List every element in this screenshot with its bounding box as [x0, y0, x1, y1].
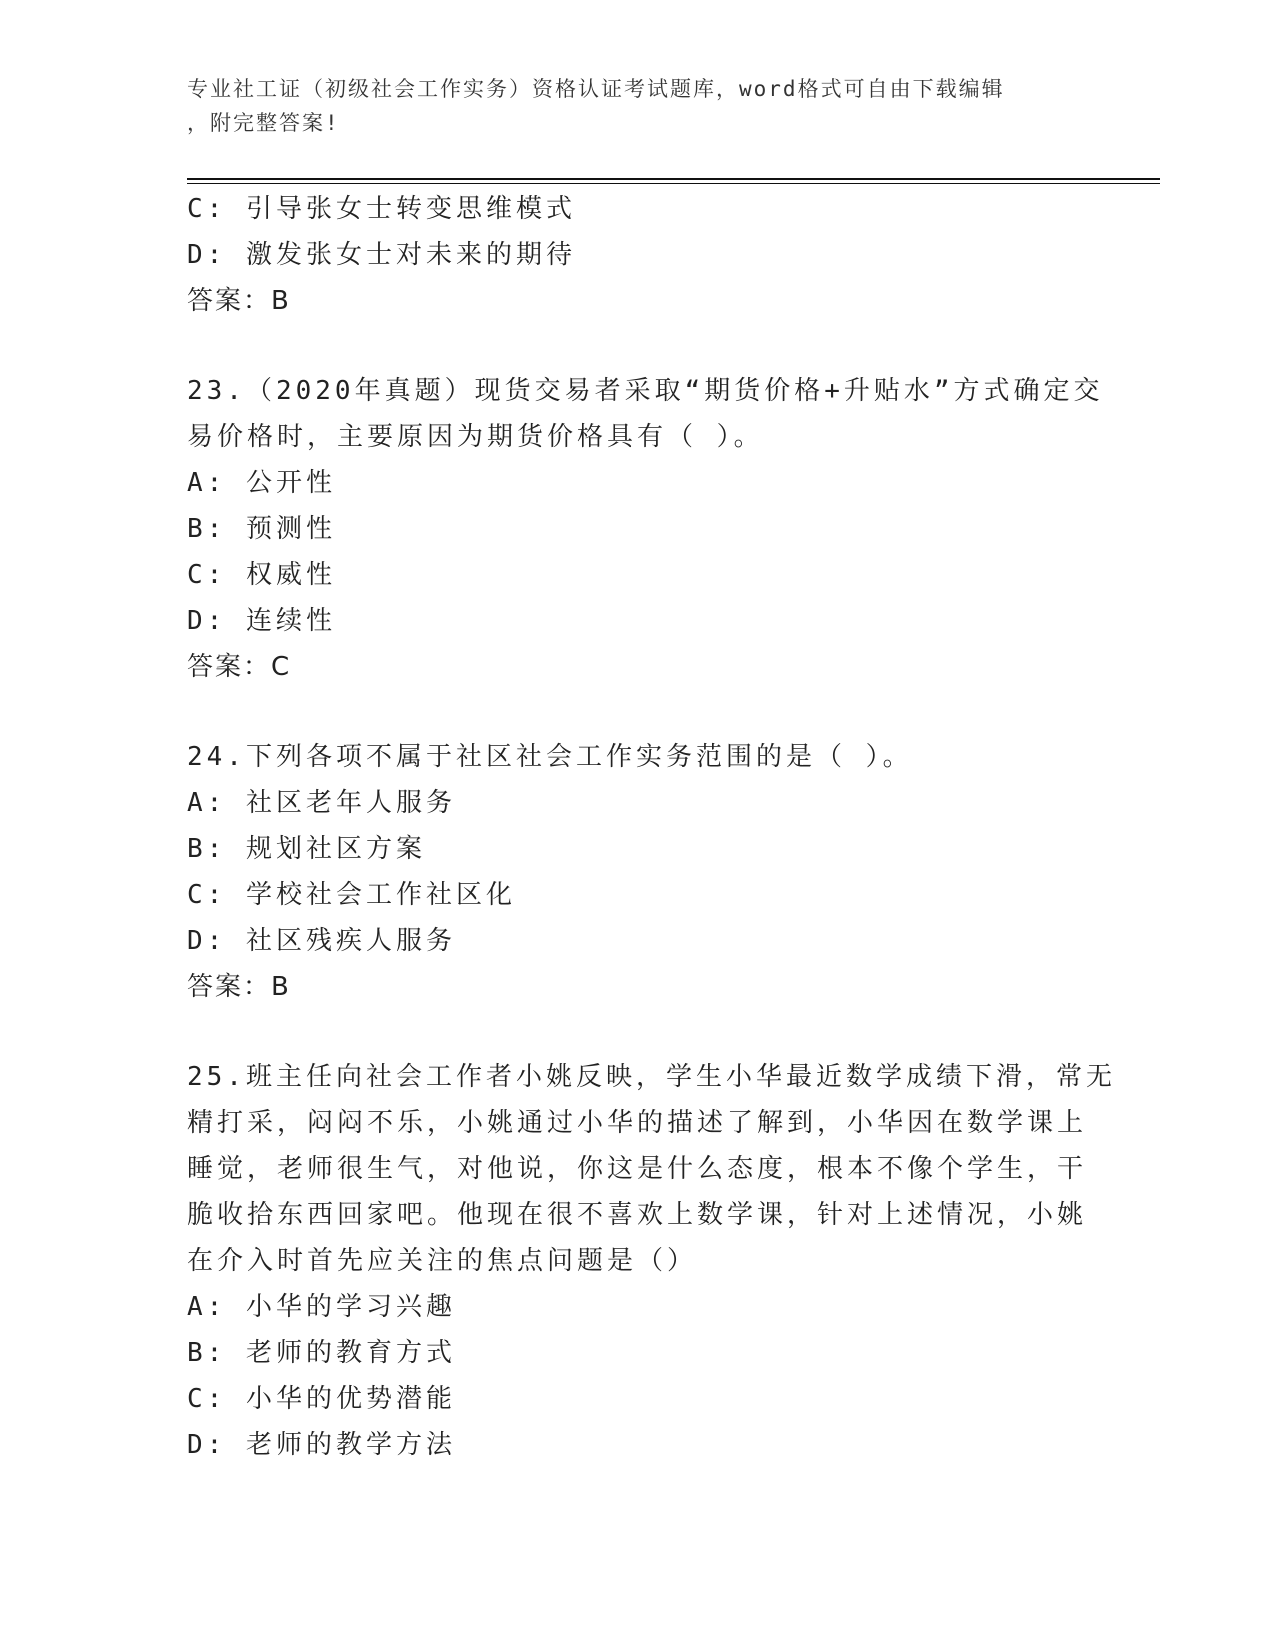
option-a: A: 小华的学习兴趣: [187, 1292, 456, 1322]
header-line-2: ，附完整答案!: [187, 111, 340, 135]
header-line-1: 专业社工证（初级社会工作实务）资格认证考试题库，word格式可自由下载编辑: [187, 77, 1005, 101]
header-divider-thick: [187, 178, 1160, 180]
question-stem: 脆收拾东西回家吧。他现在很不喜欢上数学课，针对上述情况，小姚: [187, 1200, 1088, 1230]
option-c: C: 权威性: [187, 560, 336, 590]
question-stem: 23.（2020年真题）现货交易者采取“期货价格+升贴水”方式确定交: [187, 376, 1104, 406]
question-stem: 25.班主任向社会工作者小姚反映，学生小华最近数学成绩下滑，常无: [187, 1062, 1116, 1092]
answer-line: 答案：C: [187, 652, 292, 682]
question-stem: 24.下列各项不属于社区社会工作实务范围的是（ ）。: [187, 742, 913, 772]
option-d: D: 激发张女士对未来的期待: [187, 240, 576, 270]
option-d: D: 连续性: [187, 606, 336, 636]
question-content: [187, 186, 1116, 1468]
option-d: D: 社区残疾人服务: [187, 926, 456, 956]
spacer: [187, 1010, 1087, 1054]
spacer: [187, 690, 1087, 734]
answer-line: 答案：B: [187, 286, 291, 316]
question-22-tail: [187, 186, 1087, 324]
question-24: [187, 734, 1087, 1010]
question-stem: 睡觉，老师很生气，对他说，你这是什么态度，根本不像个学生，干: [187, 1154, 1088, 1184]
answer-line: 答案：B: [187, 972, 291, 1002]
option-b: B: 规划社区方案: [187, 834, 426, 864]
question-stem: 精打采，闷闷不乐，小姚通过小华的描述了解到，小华因在数学课上: [187, 1108, 1088, 1138]
question-25: [187, 1054, 1116, 1468]
spacer: [187, 324, 1087, 368]
header-divider-thin: [187, 183, 1160, 184]
question-23: [187, 368, 1104, 690]
option-a: A: 公开性: [187, 468, 336, 498]
page-header: [187, 72, 1087, 140]
option-c: C: 学校社会工作社区化: [187, 880, 516, 910]
question-stem: 易价格时，主要原因为期货价格具有（ ）。: [187, 422, 764, 452]
option-d: D: 老师的教学方法: [187, 1430, 456, 1460]
option-c: C: 小华的优势潜能: [187, 1384, 456, 1414]
option-b: B: 老师的教育方式: [187, 1338, 456, 1368]
question-stem: 在介入时首先应关注的焦点问题是（）: [187, 1246, 698, 1276]
option-a: A: 社区老年人服务: [187, 788, 456, 818]
option-b: B: 预测性: [187, 514, 336, 544]
option-c: C: 引导张女士转变思维模式: [187, 194, 576, 224]
